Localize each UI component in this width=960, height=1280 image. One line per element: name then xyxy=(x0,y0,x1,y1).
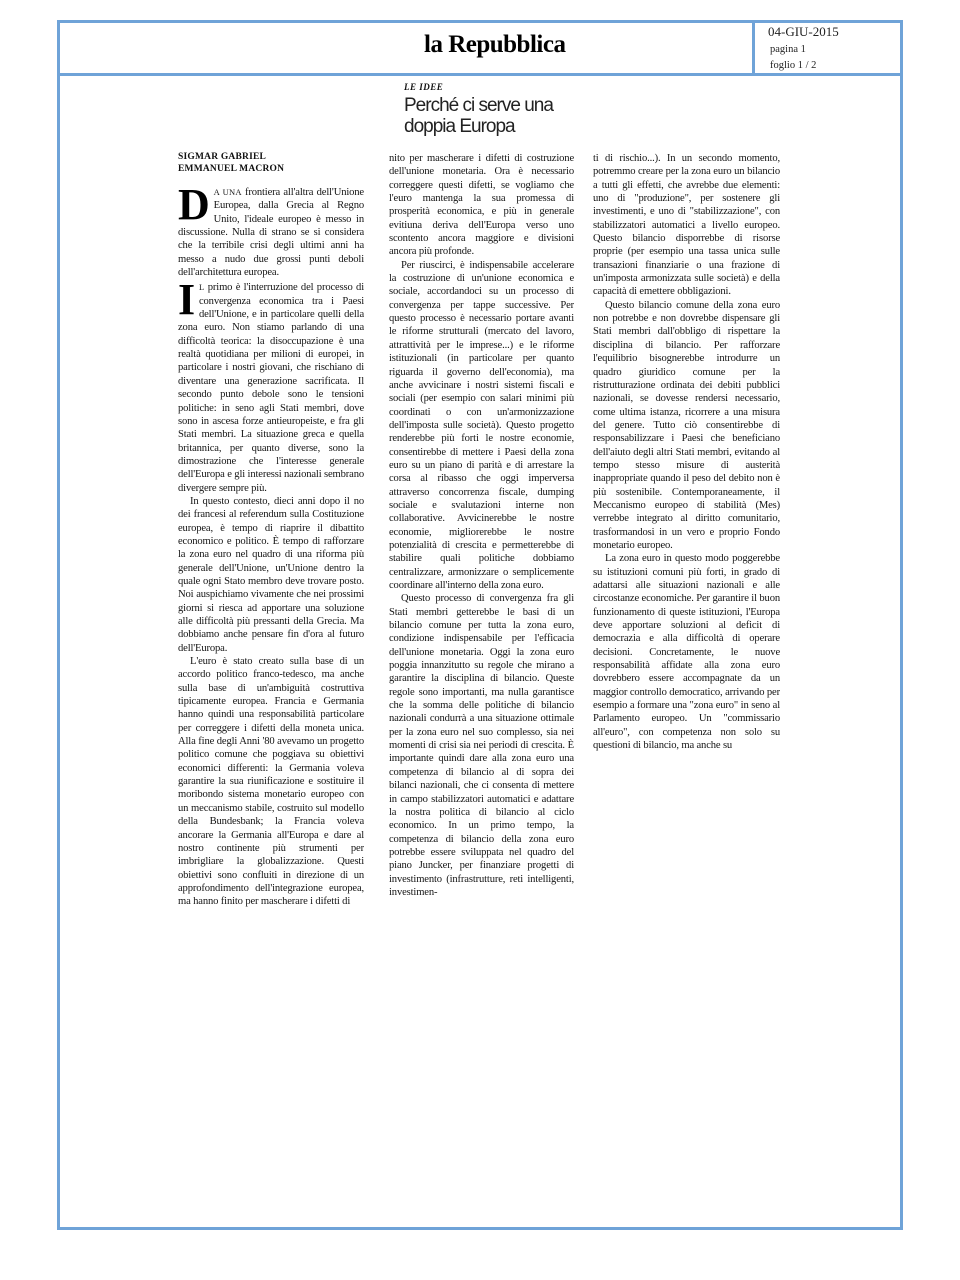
article-column-2 xyxy=(389,152,574,1192)
drop-cap: I xyxy=(178,275,195,325)
paragraph: L'euro è stato creato sulla base di un accordo politico franco-tedesco, ma anche sulla base di un'ambiguità costruttiva tipicamente europea. Francia e Germania hanno quindi una responsabilità particolare per correggere i difetti della moneta unica. Alla fine degli Anni '80 avevamo un progetto politico comune che poggiava su obiettivi economici differenti: la Germania voleva garantire la sua riunificazione e sostituire il moribondo sistema monetario europeo con un meccanismo stabile, costruito sul modello della Bundesbank; la Francia voleva ancorare la Germania all'Europa e dare al nostro continente più strumenti per imbrigliare la globalizzazione. Questi obiettivi sono confluiti in direzione di un approfondimento dell'integrazione europea, ma hanno finito per mascherare i difetti di xyxy=(178,656,364,908)
paragraph: DA UNA frontiera all'altra dell'Unione Europea, dalla Grecia al Regno Unito, l'ideale europeo è messo in discussione. Nulla di strano se si considera che la terribile crisi degli ultimi anni ha messo a nudo due grossi punti deboli dell'architettura europea. xyxy=(178,186,364,279)
paragraph: Questo bilancio comune della zona euro non potrebbe e non dovrebbe dispensare gli Stati membri dall'obbligo di rispettare la disciplina di bilancio. Per rafforzare l'equilibrio bisognerebbe introdurre un quadro giuridico comune per la ristrutturazione ordinata dei debiti pubblici nazionali, se dovesse rendersi necessario, come ultima istanza, ricorrere a una misura del genere. Tutto ciò consentirebbe di responsabilizzare i Paesi che beneficiano dell'aiuto degli altri Stati membri, evitando al tempo stesso misure di austerità inappropriate quando il peso del debito non è più sostenibile. Contemporaneamente, il Meccanismo europeo di stabilità (Mes) verrebbe integrato al diritto comunitario, trasformandosi in un vero e proprio Fondo monetario europeo. xyxy=(593,299,780,551)
header-meta-divider xyxy=(752,20,755,76)
paragraph: In questo contesto, dieci anni dopo il no dei francesi al referendum sulla Costituzione europea, è tempo di riaprire il dibattito economico e politico. È tempo di rafforzare la zona euro nel quadro di una riforma più generale dell'Unione, un'Unione dentro la quale ogni Stato membro deve trovare posto. Noi auspichiamo vivamente che nei prossimi giorni si riesca ad apportare una soluzione alle difficoltà più pressanti della Grecia. Ma dobbiamo anche pensare fin d'ora al futuro dell'Europa. xyxy=(178,495,364,654)
paragraph: Questo processo di convergenza fra gli Stati membri getterebbe le basi di un bilancio comune per tutta la zona euro, condizione indispensabile per l'efficacia dell'unione monetaria. Oggi la zona euro poggia innanzitutto su regole che mirano a garantire la disciplina di bilancio. Queste regole sono importanti, ma nulla garantisce che la somma delle politiche di bilancio nazionali condurrà a una situazione ottimale per la zona euro nel suo complesso, sia nei momenti di crisi sia nei periodi di crescita. È importante quindi dare alla zona euro una competenza di bilancio al di sopra dei bilanci nazionali, che ci consenta di mettere in campo stabilizzatori automatici e adattare la nostra politica di bilancio al ciclo economico. In un primo tempo, la competenza di bilancio della zona euro potrebbe essere sviluppata nel quadro del piano Juncker, per finanziare progetti di investimento (infrastrutture, reti intelligenti, investimen- xyxy=(389,593,574,898)
newspaper-masthead: la Repubblica xyxy=(424,31,566,58)
author-name: EMMANUEL MACRON xyxy=(178,164,285,174)
article-column-3 xyxy=(593,152,780,812)
drop-cap: D xyxy=(178,186,210,229)
clipping-date: 04-GIU-2015 xyxy=(768,24,839,39)
author-name: SIGMAR GABRIEL xyxy=(178,152,267,162)
sheet-number: foglio 1 / 2 xyxy=(770,60,817,71)
byline xyxy=(178,151,284,175)
page-number: pagina 1 xyxy=(770,44,806,55)
article-column-1 xyxy=(178,186,364,1201)
section-label: LE IDEE xyxy=(404,82,444,92)
paragraph: La zona euro in questo modo poggerebbe su istituzioni comuni più forti, in grado di adattarsi alle situazioni nazionali e alle circostanze economiche. Per garantire il buon funzionamento di queste istituzioni, l'Europa deve apportare soluzioni al deficit di democrazia e alla difficoltà di operare decisioni. Concretamente, le nuove responsabilità affidate alla zona euro dovrebbero essere accompagnate da un maggior controllo democratico, arrivando per esempio a formare una "zona euro" in seno al Parlamento europeo. Un "commissario all'euro", con competenza non solo su questioni di bilancio, ma anche su xyxy=(593,553,780,752)
paragraph: nito per mascherare i difetti di costruzione dell'unione monetaria. Ora è necessario correggere questi difetti, se vogliamo che l'euro mantenga la sua promessa di prosperità economica, e più in generale evitiuna deriva dell'Europa verso uno scontento ancora maggiore e divisioni ancora più profonde. xyxy=(389,153,574,258)
paragraph: Per riuscirci, è indispensabile accelerare la costruzione di un'unione economica e sociale, accordandoci su un processo di convergenza per tappe successive. Per questo processo è necessario portare avanti le riforme strutturali (mercato del lavoro, attrattività per le imprese...) e le riforme istituzionali (in particolare per quanto riguarda il governo dell'economia), ma anche avvicinare i nostri sistemi fiscali e sociali (per esempio con salari minimi più coordinati o con un'armonizzazione dell'imposta sulle società). Questo progetto renderebbe più forti le nostre economie, consentirebbe di mettere i Paesi della zona euro su un piano di parità e di arrestare la corsa al ribasso che oggi imperversa attraverso concorrenza fiscale, dumping sociale e svalutazioni interne non collaborative. Avvicinerebbe le nostre economie, migliorerebbe le nostre potenzialità di crescita e permetterebbe di stabilire quali politiche dobbiamo centralizzare, armonizzare o semplicemente coordinare all'interno della zona euro. xyxy=(389,259,574,591)
article-title: Perché ci serve una doppia Europa xyxy=(404,95,553,137)
header-divider xyxy=(57,73,903,76)
paragraph: IL primo è l'interruzione del processo di convergenza economica tra i Paesi dell'Unione, e in particolare quelli della zona euro. Non stiamo parlando di una difficoltà teorica: la disoccupazione è una realtà quotidiana per milioni di europei, in particolare i nostri giovani, che rischiano di diventare una generazione sacrificata. Il secondo punto debole sono le tensioni politiche: in seno agli Stati membri, dove sono in ascesa forze antieuropeiste, e fra gli Stati membri. La situazione greca e quella britannica, per quanto diverse, sono la dimostrazione che l'interesse generale dell'Europa e gli interessi nazionali sembrano divergere sempre più. xyxy=(178,275,364,494)
paragraph: ti di rischio...). In un secondo momento, potremmo creare per la zona euro un bilancio a tutti gli effetti, che avrebbe due elementi: uno di "produzione", per sostenere gli investimenti, e uno di "stabilizzazione", con stabilizzatori automatici a livello europeo. Questo bilancio disporrebbe di risorse proprie (per esempio una tassa unica sulle transazioni finanziarie o una frazione di un'imposta armonizzata sulle società) e della capacità di emettere obbligazioni. xyxy=(593,153,780,298)
